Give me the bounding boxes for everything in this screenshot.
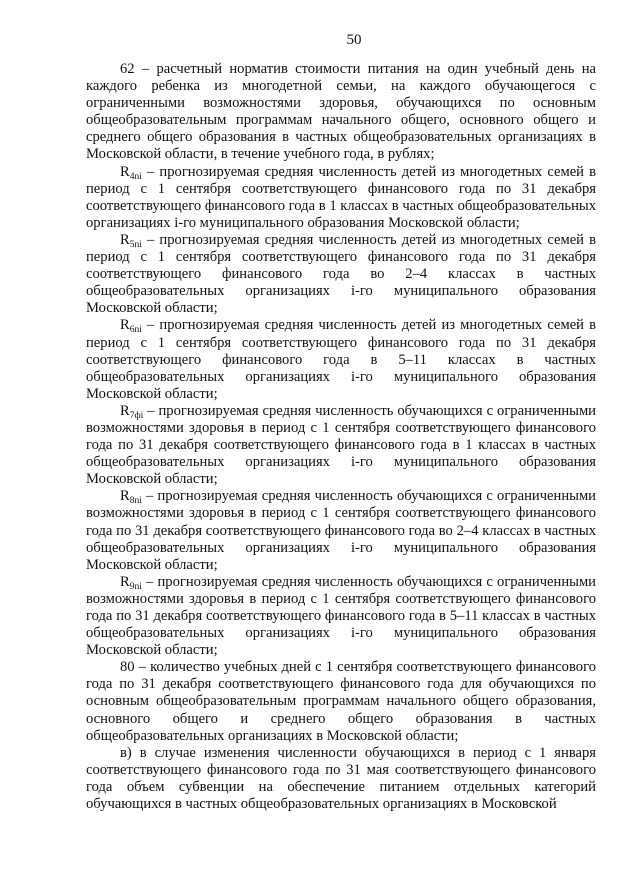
variable-symbol: $R_{4ni}$ — [120, 163, 142, 182]
paragraph-text: – прогнозируемая средняя численность обучающихся с ограниченными возможностями здоровья в период с 1 сентября соответствующего финансового года по 31 декабря соответствующего финансового года во 2–4 классах в частных общеобразовательных организациях i-го муниципального образования Московской области; — [86, 488, 596, 573]
paragraph-text: в) в случае изменения численности обучающихся в период с 1 января соответствующего финансового года по 31 мая соответствующего финансового года объем субвенции на обеспечение питанием отдельных категорий обучающихся в частных общеобразовательных организациях в Московской — [86, 744, 596, 813]
paragraph-text: – прогнозируемая средняя численность обучающихся с ограниченными возможностями здоровья в период с 1 сентября соответствующего финансового года по 31 декабря соответствующего финансового года в 5–11 классах в частных общеобразовательных организациях i-го муниципального образования Московской области; — [86, 573, 596, 659]
paragraph-text: 80 – количество учебных дней с 1 сентября соответствующего финансового года по 31 декабря соответствующего финансового года для обучающихся по основным общеобразовательным программам начального общего образования, основного общего и среднего общего образования в частных общеобразовательных организациях в Московской области; — [86, 659, 596, 744]
paragraph-text: 62 – расчетный норматив стоимости питания на один учебный день на каждого ребенка из многодетной семьи, на каждого обучающегося с ограниченными возможностями здоровья, обучающихся по основным общеобразовательным программам начального общего, основного общего и среднего общего образования в частных общеобразовательных организациях в Московской области, в течение учебного года, в рублях; — [86, 61, 596, 163]
paragraph-text: – прогнозируемая средняя численность обучающихся с ограниченными возможностями здоровья в период с 1 сентября соответствующего финансового года по 31 декабря соответствующего финансового года в 1 классах в частных общеобразовательных организациях i-го муниципального образования Московской области; — [86, 402, 596, 488]
variable-symbol: $R_{7фi}$ — [120, 402, 144, 421]
paragraph-item-v — [86, 745, 596, 813]
paragraph-text: – прогнозируемая средняя численность детей из многодетных семей в период с 1 сентября соответствующего финансового года по 31 декабря соответствующего финансового года в 1 классах в частных общеобразовательных организациях i-го муниципального образования Московской области; — [86, 163, 596, 231]
paragraph-r6 — [86, 317, 596, 402]
paragraph-text: – прогнозируемая средняя численность детей из многодетных семей в период с 1 сентября соответствующего финансового года по 31 декабря соответствующего финансового года во 2–4 классах в частных общеобразовательных организациях i-го муниципального образования Московской области; — [86, 231, 596, 317]
paragraph-r9 — [86, 574, 596, 659]
paragraph-r8 — [86, 488, 596, 573]
paragraph-r5 — [86, 232, 596, 317]
variable-symbol: $R_{5ni}$ — [120, 231, 142, 250]
paragraph-days-80 — [86, 659, 596, 744]
paragraph-r7 — [86, 403, 596, 488]
variable-symbol: $R_{6ni}$ — [120, 317, 142, 336]
paragraph-rate-62 — [86, 61, 596, 164]
page-number: 50 — [346, 32, 362, 48]
variable-symbol: $R_{8ni}$ — [120, 488, 142, 507]
paragraph-r4 — [86, 164, 596, 232]
variable-symbol: $R_{9ni}$ — [120, 573, 142, 592]
paragraph-text: – прогнозируемая средняя численность детей из многодетных семей в период с 1 сентября соответствующего финансового года по 31 декабря соответствующего финансового года в 5–11 классах в частных общеобразовательных организациях i-го муниципального образования Московской области; — [86, 317, 596, 402]
